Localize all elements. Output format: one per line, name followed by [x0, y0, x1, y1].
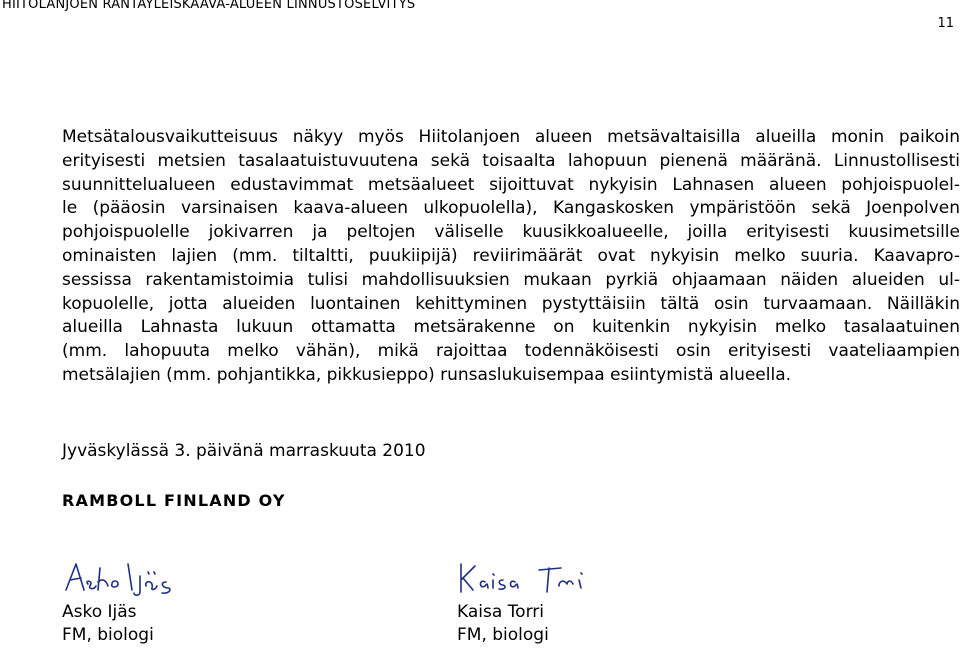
paragraph-line: le (pääosin varsinaisen kaava-alueen ulkopuolella), Kangaskosken ympäristöön sekä Joenpolven: [62, 198, 960, 219]
signer-name: Kaisa Torri: [457, 602, 544, 622]
company-name: RAMBOLL FINLAND OY: [62, 491, 286, 510]
paragraph-line: suunnittelualueen edustavimmat metsäalueet sijoittuvat nykyisin Lahnasen alueen pohjoispuolel-: [62, 174, 960, 195]
signer-title: FM, biologi: [457, 625, 549, 645]
paragraph-line: pohjoispuolelle jokivarren ja peltojen väliselle kuusikkoalueelle, joilla erityisesti kuusimetsille: [62, 222, 960, 243]
paragraph-line: sessissa rakentamistoimia tulisi mahdollisuuksien mukaan pyrkiä ohjaamaan näiden alueiden ul-: [62, 269, 960, 290]
paragraph-line: Metsätalousvaikutteisuus näkyy myös Hiitolanjoen alueen metsävaltaisilla alueilla monin paikoin: [62, 127, 960, 147]
paragraph-line: kopuolelle, jotta alueiden luontainen kehittyminen pystyttäisiin tältä osin turvaamaan. Näilläkin: [62, 293, 960, 314]
signer-title: FM, biologi: [62, 625, 154, 645]
date-place-line: Jyväskylässä 3. päivänä marraskuuta 2010: [62, 441, 426, 461]
handwritten-signature: [62, 558, 182, 598]
signer-block: [62, 601, 154, 647]
paragraph-line: alueilla Lahnasta lukuun ottamatta metsärakenne on kuitenkin nykyisin melko tasalaatuinen: [62, 317, 960, 338]
paragraph-line: erityisesti metsien tasalaatuistuvuutena sekä toisaalta lahopuun pienenä määränä. Linnustollisesti: [62, 150, 960, 171]
handwritten-signature: [455, 558, 595, 598]
paragraph-line: metsälajien (mm. pohjantikka, pikkusieppo) runsaslukuisempaa esiintymistä alueella.: [62, 364, 792, 385]
page-number: 11: [937, 16, 954, 31]
signer-block: [457, 601, 549, 647]
paragraph-line: ominaisten lajien (mm. tiltaltti, puukiipijä) reviirimäärät ovat nykyisin melko suuria. Kaavapro-: [62, 245, 960, 266]
paragraph-line: (mm. lahopuuta melko vähän), mikä rajoittaa todennäköisesti osin erityisesti vaateliaampien: [62, 341, 960, 362]
signer-name: Asko Ijäs: [62, 602, 137, 622]
signature-asko-ijas: [62, 558, 182, 598]
body-paragraph: [62, 126, 960, 388]
page-header: [0, 0, 960, 14]
document-title: HIITOLANJOEN RANTAYLEISKAAVA-ALUEEN LINNUSTOSELVITYS: [2, 0, 416, 12]
signature-kaisa-torri: [455, 558, 595, 598]
